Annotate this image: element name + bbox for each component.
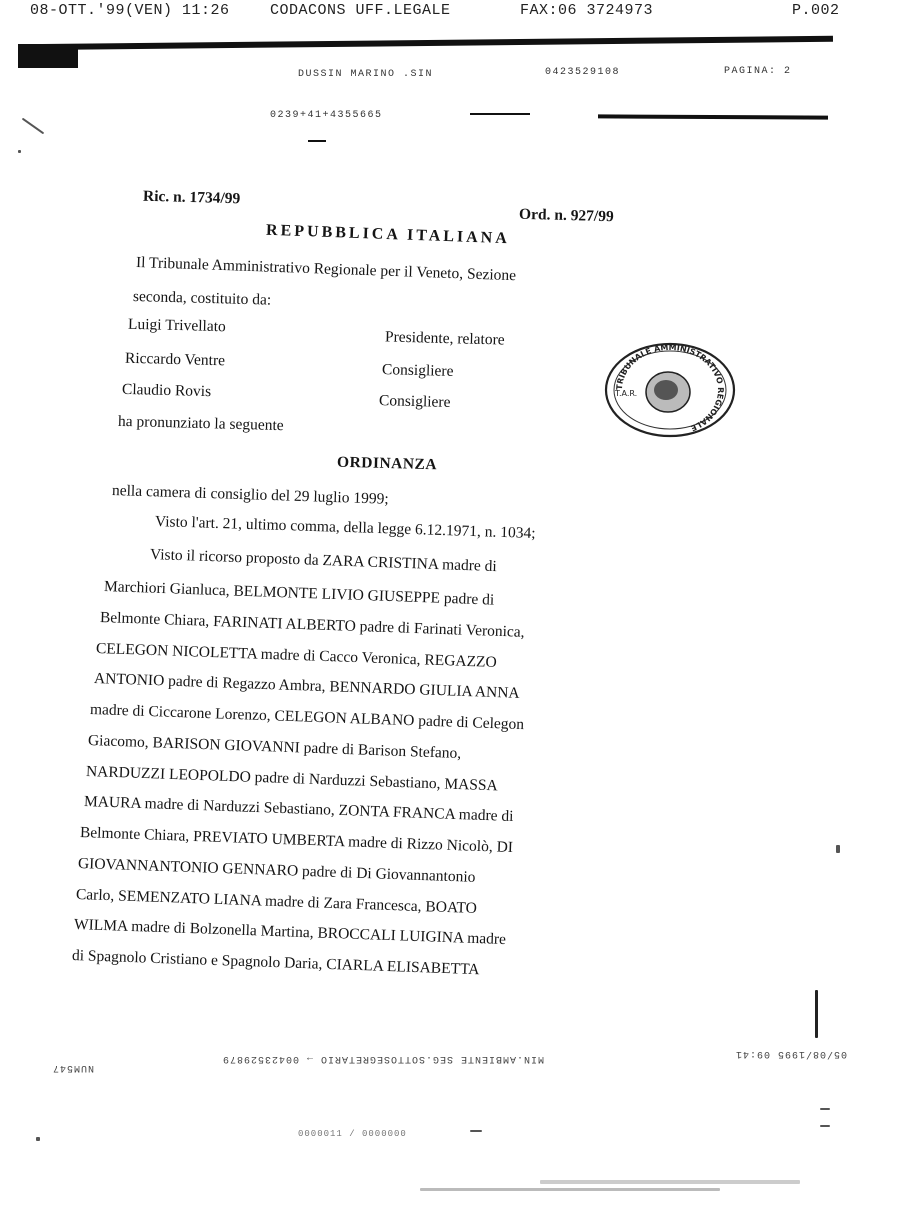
mirrored-tag: NUM547 (52, 1062, 95, 1073)
member-role: Consigliere (381, 361, 454, 380)
order-number: Ord. n. 927/99 (518, 205, 614, 226)
order-title: ORDINANZA (336, 453, 438, 474)
body-line: Carlo, SEMENZATO LIANA madre di Zara Francesca, BOATO (75, 886, 478, 917)
fax-sub-phone: 0423529108 (545, 67, 621, 78)
scan-dash (308, 140, 326, 142)
fax-sub-name: DUSSIN MARINO .SIN (298, 69, 434, 80)
scan-speck (18, 150, 21, 153)
mirrored-sender: MIN.AMBIENTE SEG.SOTTOSEGRETARIO → 00423529879 (222, 1053, 545, 1064)
scan-speck (820, 1108, 830, 1110)
body-line: madre di Ciccarone Lorenzo, CELEGON ALBANO padre di Celegon (89, 701, 525, 734)
scan-speck (815, 990, 818, 1038)
body-line: Marchiori Gianluca, BELMONTE LIVIO GIUSEPPE padre di (103, 578, 495, 609)
member-role: Presidente, relatore (384, 328, 505, 349)
scan-block (18, 44, 78, 68)
fax-number: FAX:06 3724973 (520, 2, 654, 19)
bottom-footer: 0000011 / 0000000 (298, 1129, 407, 1139)
scan-speck (836, 845, 840, 853)
scan-speck (820, 1125, 830, 1127)
body-line: WILMA madre di Bolzonella Martina, BROCCALI LUIGINA madre (73, 916, 507, 949)
mirrored-datetime: 05/08/1995 09:41 (735, 1048, 848, 1059)
scan-speck (470, 1130, 482, 1132)
body-line: Belmonte Chiara, PREVIATO UMBERTA madre di Rizzo Nicolò, DI (79, 824, 514, 857)
body-line: ANTONIO padre di Regazzo Ambra, BENNARDO GIULIA ANNA (93, 670, 520, 702)
member-role: Consigliere (378, 392, 451, 411)
seal-abbr: T.A.R. (615, 389, 638, 398)
body-line: NARDUZZI LEOPOLDO padre di Narduzzi Sebastiano, MASSA (85, 763, 499, 795)
document-heading: REPUBBLICA ITALIANA (265, 221, 511, 248)
body-line: CELEGON NICOLETTA madre di Cacco Veronica, REGAZZO (95, 640, 498, 671)
intro-line-1: Il Tribunale Amministrativo Regionale per il Veneto, Sezione (135, 254, 517, 285)
body-line: MAURA madre di Narduzzi Sebastiano, ZONTA FRANCA madre di (83, 793, 514, 825)
fax-sub-page: PAGINA: 2 (724, 66, 792, 77)
court-seal (600, 340, 740, 440)
scan-bar (18, 36, 833, 51)
member-name: Luigi Trivellato (127, 315, 226, 336)
camera-line: nella camera di consiglio del 29 luglio 1999; (111, 482, 389, 508)
scan-dash (470, 113, 530, 115)
body-line: Visto il ricorso proposto da ZARA CRISTINA madre di (149, 546, 498, 576)
scan-speck (540, 1180, 800, 1184)
scan-speck (22, 118, 44, 135)
pronounced-line: ha pronunziato la seguente (117, 412, 284, 435)
scan-dash (598, 114, 828, 119)
body-line: di Spagnolo Cristiano e Spagnolo Daria, CIARLA ELISABETTA (71, 947, 480, 979)
fax-page: P.002 (792, 2, 840, 19)
scan-speck (420, 1188, 720, 1191)
fax-datetime: 08-OTT.'99(VEN) 11:26 (30, 2, 230, 19)
visto-art-line: Visto l'art. 21, ultimo comma, della legge 6.12.1971, n. 1034; (154, 513, 536, 542)
body-line: Giacomo, BARISON GIOVANNI padre di Barison Stefano, (87, 732, 462, 763)
intro-line-2: seconda, costituito da: (132, 288, 272, 309)
body-line: Belmonte Chiara, FARINATI ALBERTO padre di Farinati Veronica, (99, 609, 525, 641)
case-number: Ric. n. 1734/99 (142, 187, 241, 208)
body-line: GIOVANNANTONIO GENNARO padre di Di Giovannantonio (77, 855, 476, 886)
fax-sender: CODACONS UFF.LEGALE (270, 2, 451, 19)
member-name: Claudio Rovis (121, 380, 212, 401)
scan-speck (36, 1137, 40, 1141)
member-name: Riccardo Ventre (124, 349, 226, 370)
fax-sub-number: 0239+41+4355665 (270, 110, 383, 121)
seal-text: TRIBUNALE AMMINISTRATIVO REGIONALE (614, 342, 726, 433)
